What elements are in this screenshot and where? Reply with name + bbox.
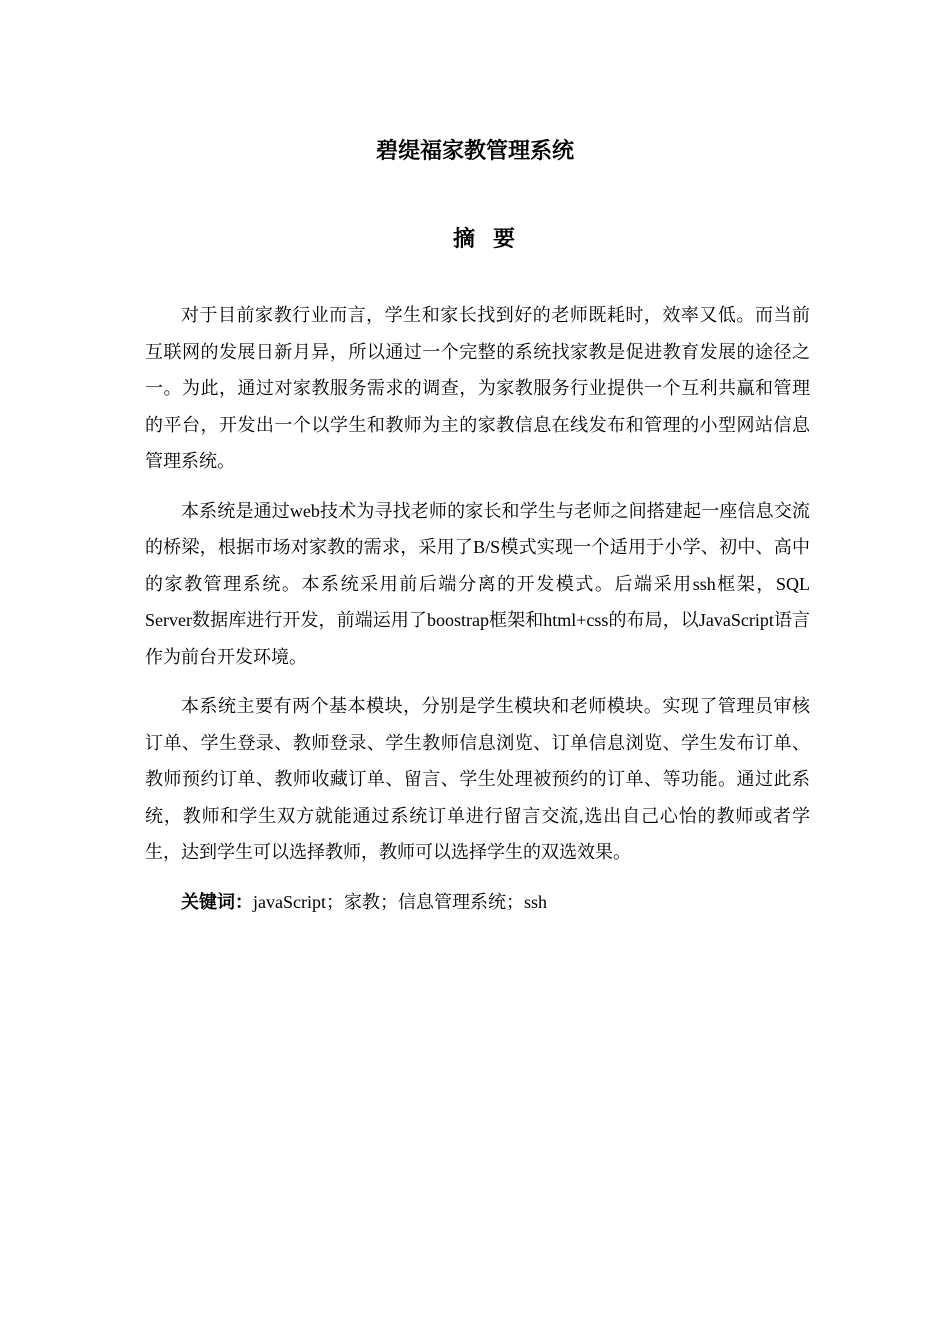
document-title: 碧缇福家教管理系统 <box>375 138 574 163</box>
abstract-paragraph-1: 对于目前家教行业而言，学生和家长找到好的老师既耗时，效率又低。而当前互联网的发展日新月异，所以通过一个完整的系统找家教是促进教育发展的途径之一。为此，通过对家教服务需求的调查，为家教服务行业提供一个互利共赢和管理的平台，开发出一个以学生和教师为主的家教信息在线发布和管理的小型网站信息管理系统。 <box>145 305 810 471</box>
keywords-line <box>145 884 810 920</box>
abstract-body <box>145 297 810 920</box>
abstract-paragraph-3: 本系统主要有两个基本模块，分别是学生模块和老师模块。实现了管理员审核订单、学生登录、教师登录、学生教师信息浏览、订单信息浏览、学生发布订单、教师预约订单、教师收藏订单、留言、学生处理被预约的订单、等功能。通过此系统，教师和学生双方就能通过系统订单进行留言交流,选出自己心怡的教师或者学生，达到学生可以选择教师，教师可以选择学生的双选效果。 <box>145 696 810 862</box>
keywords-text: javaScript；家教；信息管理系统；ssh <box>253 891 547 912</box>
abstract-paragraph-2: 本系统是通过web技术为寻找老师的家长和学生与老师之间搭建起一座信息交流的桥梁，根据市场对家教的需求，采用了B/S模式实现一个适用于小学、初中、高中的家教管理系统。本系统采用前后端分离的开发模式。后端采用ssh框架，SQL Server数据库进行开发，前端运用了boostrap框架和html+css的布局，以JavaScript语言作为前台开发环境。 <box>145 500 810 667</box>
abstract-heading: 摘要 <box>452 226 533 251</box>
keywords-label: 关键词： <box>181 891 253 912</box>
